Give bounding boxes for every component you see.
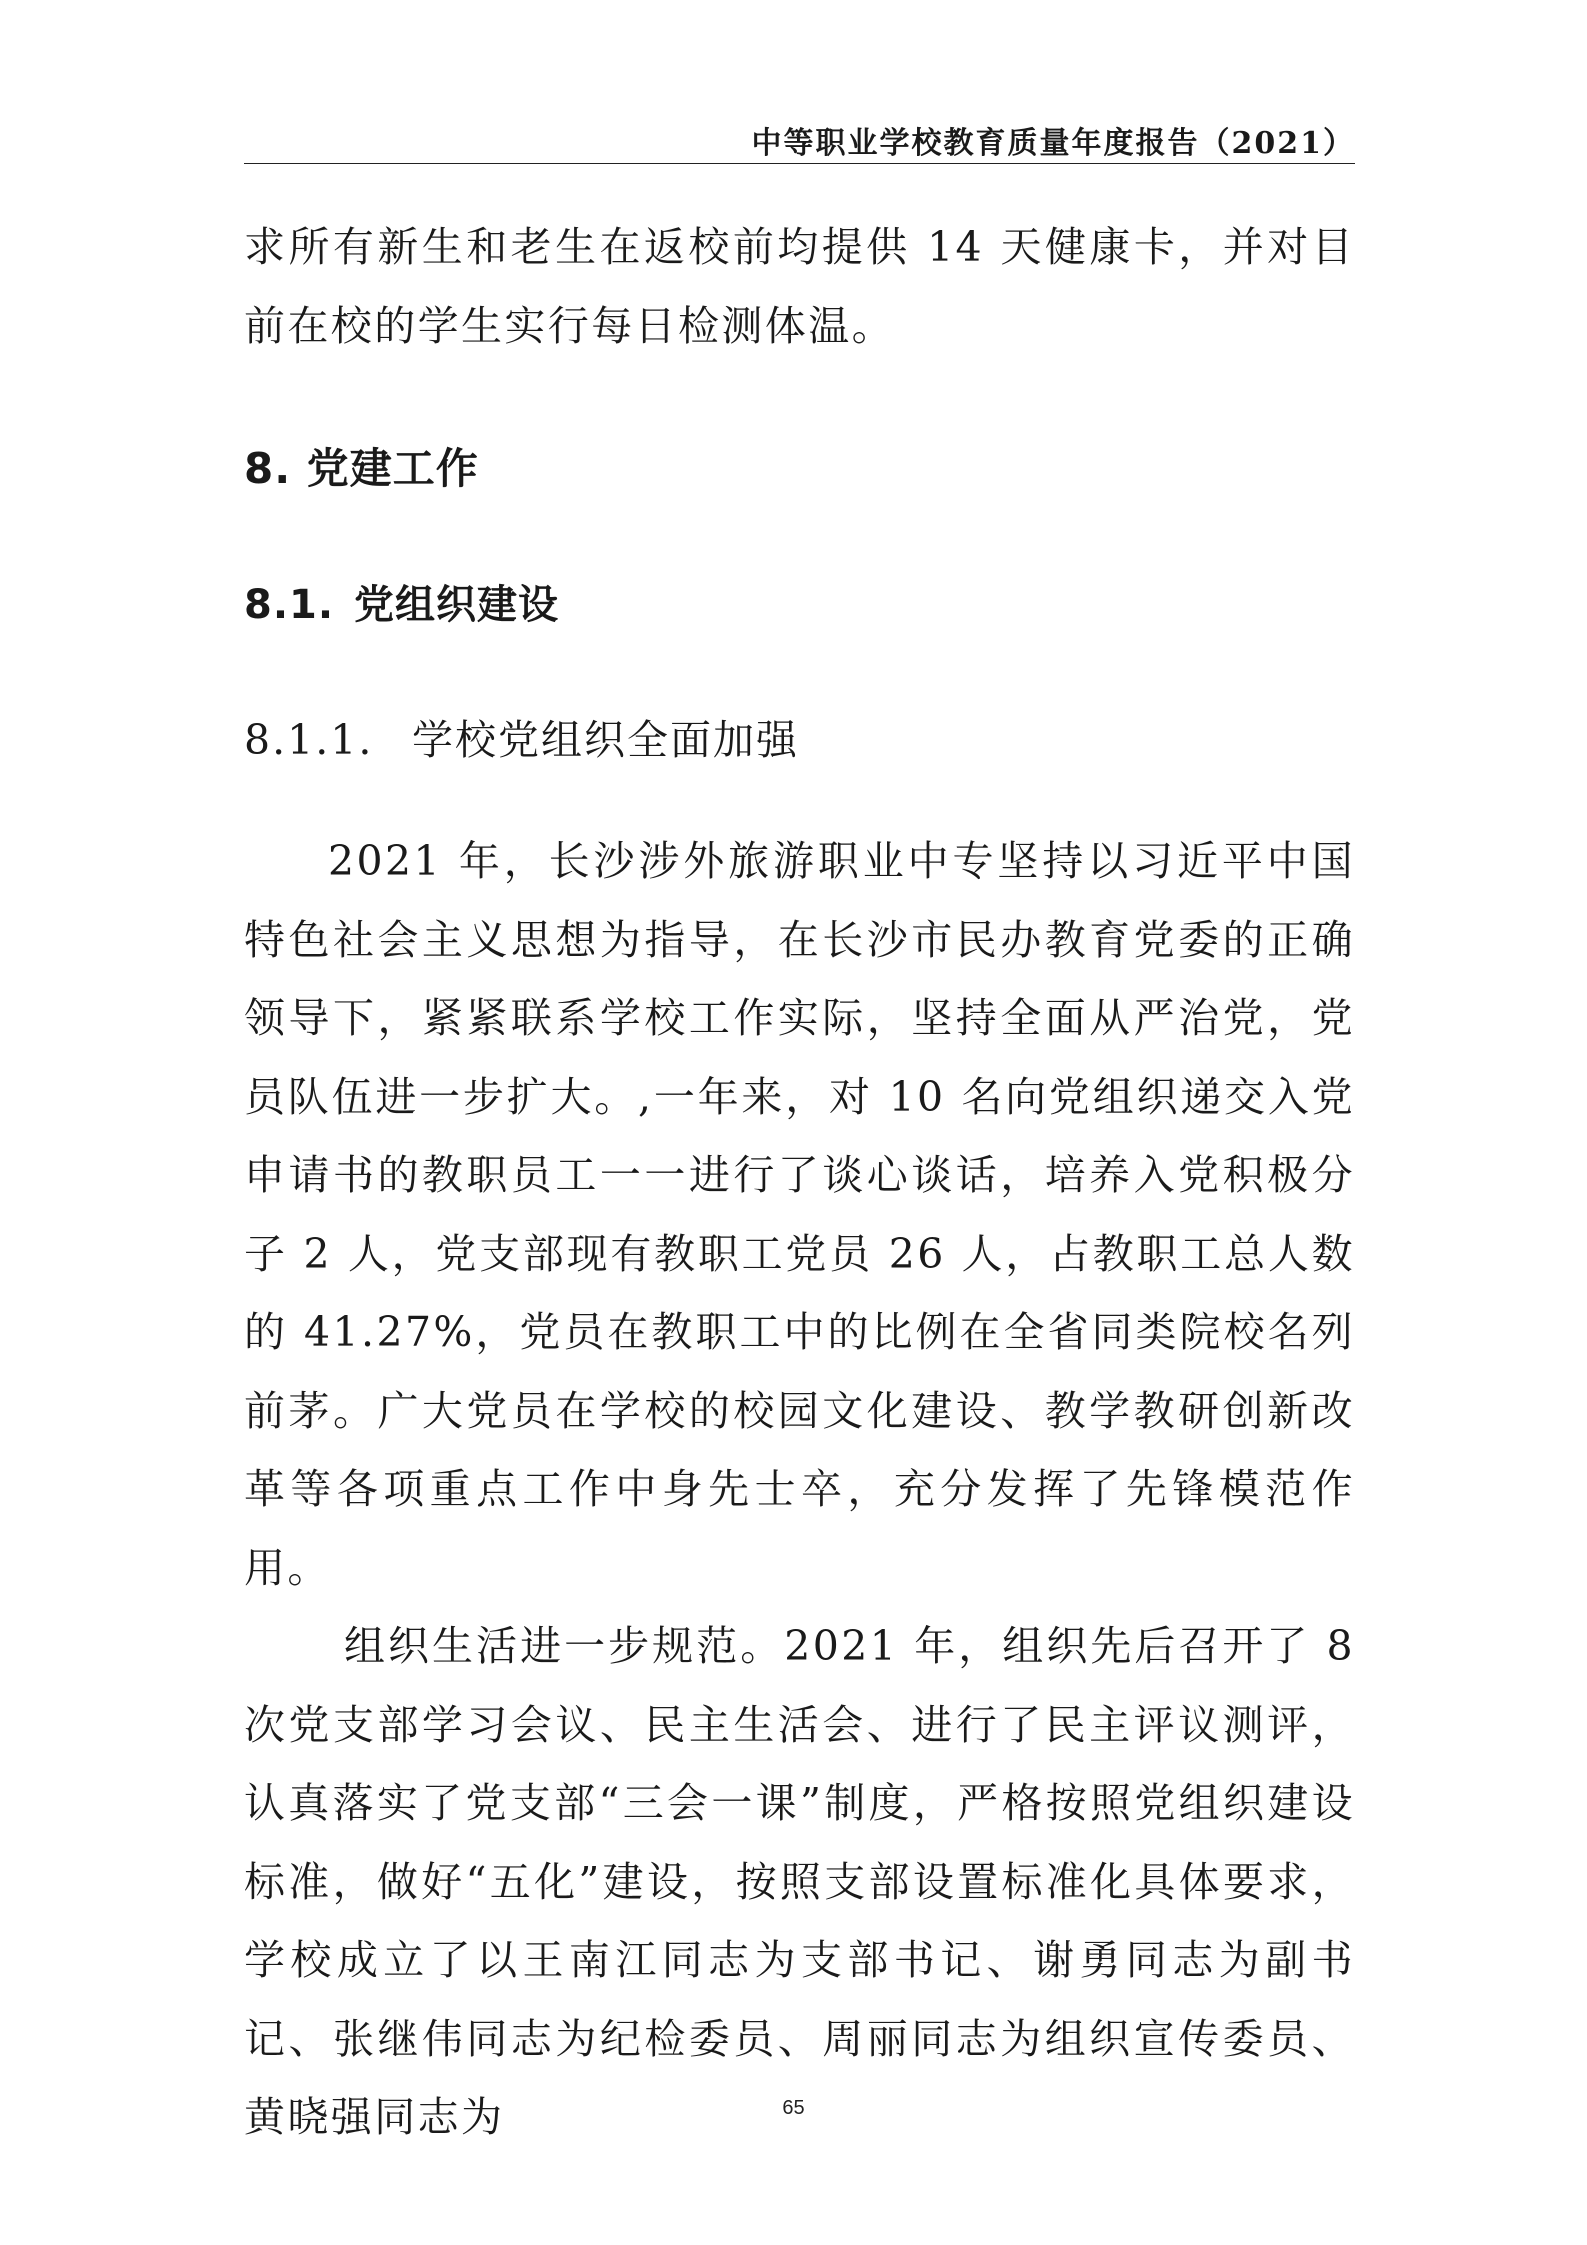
subsection-heading bbox=[244, 575, 1355, 635]
header-divider bbox=[244, 163, 1355, 164]
subsection-title: 党组织建设 bbox=[354, 582, 559, 628]
subsubsection-number: 8.1.1. bbox=[244, 716, 374, 764]
page-content bbox=[244, 208, 1355, 2157]
subsection-number: 8.1. bbox=[244, 582, 335, 628]
subsubsection-title: 学校党组织全面加强 bbox=[412, 716, 799, 764]
page-number: 65 bbox=[782, 2097, 805, 2119]
body-paragraph-1: 2021 年，长沙涉外旅游职业中专坚持以习近平中国特色社会主义思想为指导，在长沙市民办教育党委的正确领导下，紧紧联系学校工作实际，坚持全面从严治党，党员队伍进一步扩大。,一年来，对 10 名向党组织递交入党申请书的教职员工一一进行了谈心谈话，培养入党积极分子 2 人，党支部现有教职工党员 26 人，占教职工总人数的 41.27%，党员在教职工中的比例在全省同类院校名列前茅。广大党员在学校的校园文化建设、教学教研创新改革等各项重点工作中身先士卒，充分发挥了先锋模范作用。 bbox=[244, 837, 1355, 1592]
section-heading: 8. 党建工作 bbox=[244, 444, 479, 493]
body-paragraph-2: 组织生活进一步规范。2021 年，组织先后召开了 8 次党支部学习会议、民主生活会、进行了民主评议测评，认真落实了党支部“三会一课”制度，严格按照党组织建设标准，做好“五化”建设，按照支部设置标准化具体要求，学校成立了以王南江同志为支部书记、谢勇同志为副书记、张继伟同志为纪检委员、周丽同志为组织宣传委员、黄晓强同志为 bbox=[244, 1622, 1355, 2141]
running-header-title: 中等职业学校教育质量年度报告（2021） bbox=[751, 126, 1355, 161]
subsubsection-heading bbox=[244, 710, 1355, 770]
continuation-paragraph: 求所有新生和老生在返校前均提供 14 天健康卡，并对目前在校的学生实行每日检测体温。 bbox=[244, 223, 1355, 350]
